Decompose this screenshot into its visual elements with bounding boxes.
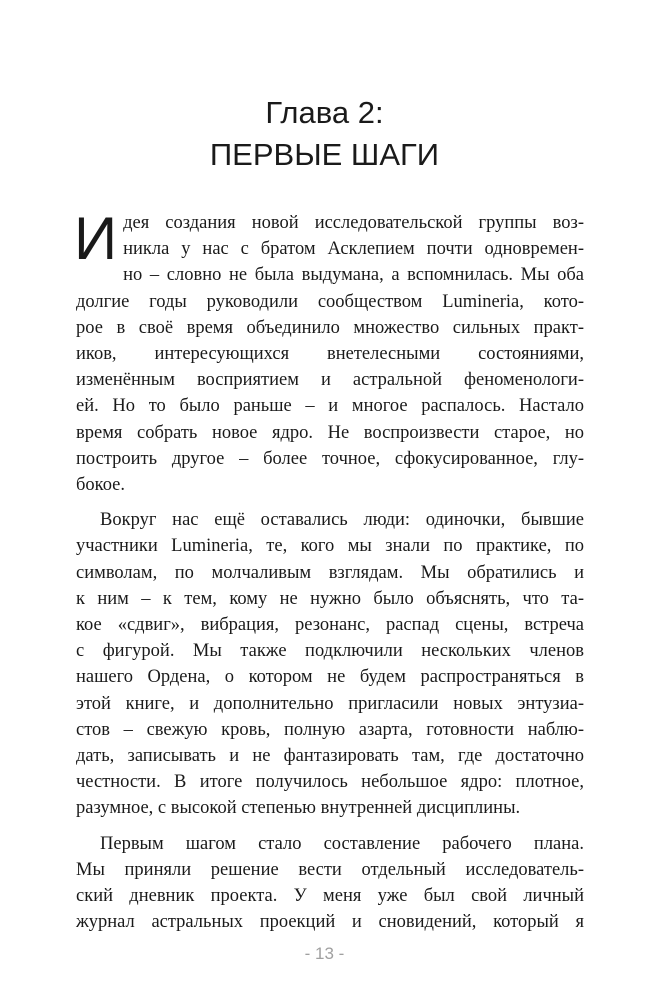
text-line: Мы приняли решение вести отдельный исследователь- — [76, 859, 584, 880]
text-line: но – словно не была выдумана, а вспомнилась. Мы оба — [123, 265, 584, 286]
text-line: рое в своё время объединило множество сильных практ- — [76, 317, 584, 338]
chapter-heading — [0, 92, 649, 176]
text-line: с фигурой. Мы также подключили нескольких членов — [76, 641, 584, 662]
drop-cap: И — [74, 205, 118, 272]
text-line: нашего Ордена, о котором не будем распространяться в — [76, 667, 584, 688]
paragraph-2 — [76, 507, 584, 821]
text-line: Первым шагом стало составление рабочего плана. — [100, 833, 584, 854]
paragraph-1 — [74, 205, 584, 498]
text-line: кое «сдвиг», вибрация, резонанс, распад сцены, встреча — [76, 615, 584, 636]
text-line: время собрать новое ядро. Не воспроизвести старое, но — [76, 422, 584, 443]
text-line: журнал астральных проекций и сновидений, который я — [76, 912, 584, 933]
text-line: стов – свежую кровь, полную азарта, готовности наблю- — [76, 719, 584, 740]
text-line: честности. В итоге получилось небольшое ядро: плотное, — [76, 772, 584, 793]
text-line: изменённым восприятием и астральной феноменологи- — [76, 370, 584, 391]
text-line: этой книге, и дополнительно пригласили новых энтузиа- — [76, 693, 584, 714]
page-number: - 13 - — [304, 944, 345, 963]
chapter-number: Глава 2: — [265, 95, 384, 130]
text-line: участники Lumineria, те, кого мы знали по практике, по — [76, 536, 584, 557]
text-line: дея создания новой исследовательской группы воз- — [123, 213, 584, 233]
text-line: иков, интересующихся внетелесными состояниями, — [76, 344, 584, 365]
text-line: к ним – к тем, кому не нужно было объяснять, что та- — [76, 588, 584, 609]
text-line: дать, записывать и не фантазировать там, где достаточно — [76, 746, 584, 767]
text-line: бокое. — [76, 475, 126, 496]
chapter-title: ПЕРВЫЕ ШАГИ — [209, 137, 440, 172]
paragraph-3 — [76, 831, 584, 936]
text-line: построить другое – более точное, сфокусированное, глу- — [76, 448, 584, 469]
text-line: ей. Но то было раньше – и многое распалось. Настало — [76, 396, 584, 417]
text-line: ский дневник проекта. У меня уже был свой личный — [76, 886, 584, 907]
text-line: символам, по молчаливым взглядам. Мы обратились и — [76, 562, 584, 583]
text-line: никла у нас с братом Асклепием почти одновремен- — [123, 239, 584, 260]
text-line: долгие годы руководили сообществом Lumineria, кото- — [76, 291, 584, 312]
text-line: Вокруг нас ещё оставались люди: одиночки, бывшие — [100, 510, 584, 531]
body-text — [74, 205, 584, 944]
text-line: разумное, с высокой степенью внутренней дисциплины. — [76, 798, 521, 819]
